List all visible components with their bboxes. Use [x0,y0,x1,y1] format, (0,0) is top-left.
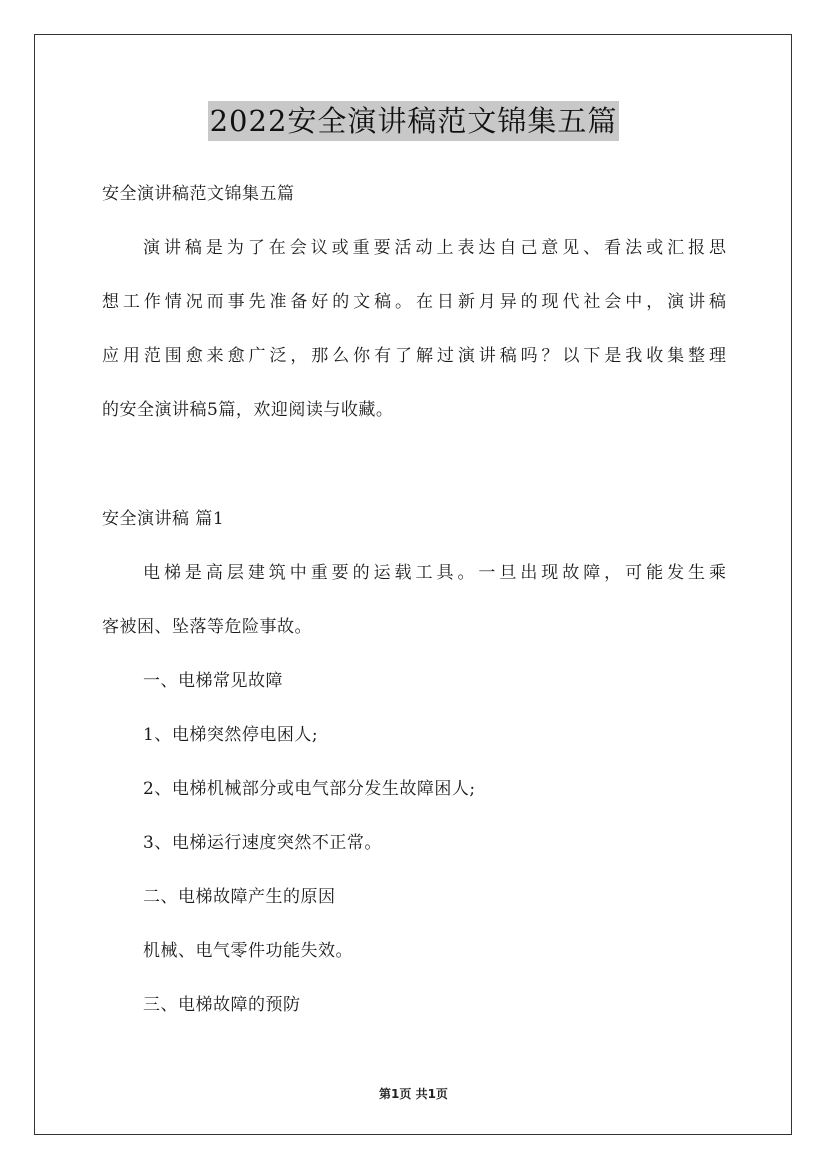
document-subtitle: 安全演讲稿范文锦集五篇 [102,184,295,204]
cause-text: 机械、电气零件功能失效。 [143,941,353,961]
section1-heading: 安全演讲稿 篇1 [102,509,225,529]
fault-item-3: 3、电梯运行速度突然不正常。 [143,833,382,853]
fault-item-1: 1、电梯突然停电困人; [143,725,319,745]
section1-para-line-2: 客被困、坠落等危险事故。 [102,617,312,637]
fault-item-2: 2、电梯机械部分或电气部分发生故障困人; [143,779,476,799]
document-title: 2022安全演讲稿范文锦集五篇 [208,101,620,141]
section1-para-line-1: 电梯是高层建筑中重要的运载工具。一旦出现故障，可能发生乘 [143,563,726,583]
heading-fault-causes: 二、电梯故障产生的原因 [143,887,336,907]
heading-common-faults: 一、电梯常见故障 [143,671,283,691]
document-title-block [0,101,827,141]
page-footer: 第1页 共1页 [379,1087,448,1101]
intro-line-1: 演讲稿是为了在会议或重要活动上表达自己意见、看法或汇报思 [143,238,726,258]
intro-line-4: 的安全演讲稿5篇，欢迎阅读与收藏。 [102,400,394,420]
heading-fault-prevention: 三、电梯故障的预防 [143,995,301,1015]
intro-line-3: 应用范围愈来愈广泛，那么你有了解过演讲稿吗？以下是我收集整理 [102,346,726,366]
intro-line-2: 想工作情况而事先准备好的文稿。在日新月异的现代社会中，演讲稿 [102,292,726,312]
